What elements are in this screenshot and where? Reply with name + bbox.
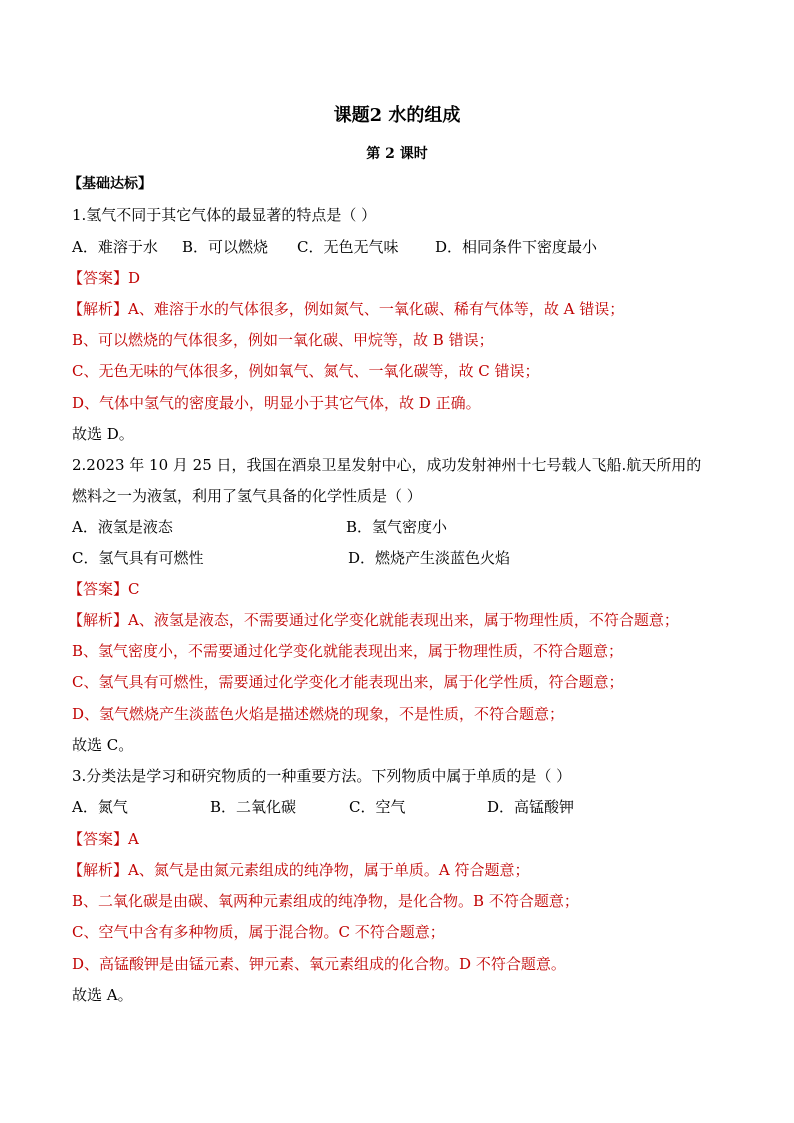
answer-label: 【答案】 [68,580,129,598]
question-2-stem: 2.2023 年 10 月 25 日，我国在酒泉卫星发射中心，成功发射神州十七号载人飞船.航天所用的 [72,456,702,474]
question-3-conclusion: 故选 A。 [72,986,133,1004]
analysis-label: 【解析】 [68,300,129,318]
question-2-analysis-2: B、氢气密度小，不需要通过化学变化就能表现出来，属于物理性质，不符合题意； [72,642,624,660]
answer-value: D [128,269,141,287]
answer-label: 【答案】 [68,830,129,848]
question-3-analysis-3: C、空气中含有多种物质，属于混合物。C 不符合题意； [72,923,445,941]
page-title: 课题2 水的组成 [333,105,461,126]
q3-option-a: A．氮气 [72,798,128,816]
question-1-analysis-1 [68,299,624,319]
question-2-answer [68,579,140,599]
analysis-label: 【解析】 [68,861,129,879]
question-3-analysis-4: D、高锰酸钾是由锰元素、钾元素、氧元素组成的化合物。D 不符合题意。 [72,955,566,973]
q3-option-b: B．二氧化碳 [210,798,297,816]
q1-option-d: D．相同条件下密度最小 [435,238,598,256]
q1-option-a: A．难溶于水 [72,238,158,256]
question-2-conclusion: 故选 C。 [72,736,134,754]
analysis-label: 【解析】 [68,611,129,629]
q2-option-a: A．液氢是液态 [72,518,173,536]
question-3-analysis-1 [68,860,529,880]
question-2-stem-cont: 燃料之一为液氢，利用了氢气具备的化学性质是（ ） [72,487,422,505]
q2-option-d: D．燃烧产生淡蓝色火焰 [348,549,511,567]
analysis-text: A、难溶于水的气体很多，例如氮气、一氧化碳、稀有气体等，故 A 错误； [128,300,625,318]
question-1-answer [68,268,140,288]
q3-option-c: C．空气 [349,798,406,816]
question-1-analysis-4: D、气体中氢气的密度最小，明显小于其它气体，故 D 正确。 [72,394,481,412]
question-1-analysis-3: C、无色无味的气体很多，例如氧气、氮气、一氧化碳等，故 C 错误； [72,362,540,380]
question-1-conclusion: 故选 D。 [72,425,134,443]
q2-option-c: C．氢气具有可燃性 [72,549,204,567]
analysis-text: A、氮气是由氮元素组成的纯净物，属于单质。A 符合题意； [128,861,530,879]
question-1-analysis-2: B、可以燃烧的气体很多，例如一氧化碳、甲烷等，故 B 错误； [72,331,494,349]
question-2-analysis-3: C、氢气具有可燃性，需要通过化学变化才能表现出来，属于化学性质，符合题意； [72,673,624,691]
page-subtitle: 第 2 课时 [366,146,428,162]
answer-value: A [128,830,139,848]
q3-option-d: D．高锰酸钾 [487,798,575,816]
answer-value: C [128,580,140,598]
question-3-stem: 3.分类法是学习和研究物质的一种重要方法。下列物质中属于单质的是（ ） [72,767,572,785]
question-2-analysis-4: D、氢气燃烧产生淡蓝色火焰是描述燃烧的现象，不是性质，不符合题意； [72,705,565,723]
question-2-analysis-1 [68,610,679,630]
answer-label: 【答案】 [68,269,129,287]
q2-option-b: B．氢气密度小 [346,518,448,536]
question-3-answer [68,829,139,849]
question-3-analysis-2: B、二氧化碳是由碳、氧两种元素组成的纯净物，是化合物。B 不符合题意； [72,892,579,910]
section-heading: 【基础达标】 [68,176,152,192]
q1-option-c: C．无色无气味 [297,238,399,256]
analysis-text: A、液氢是液态，不需要通过化学变化就能表现出来，属于物理性质，不符合题意； [128,611,679,629]
question-1-stem: 1.氢气不同于其它气体的最显著的特点是（ ） [72,206,377,224]
q1-option-b: B．可以燃烧 [182,238,269,256]
